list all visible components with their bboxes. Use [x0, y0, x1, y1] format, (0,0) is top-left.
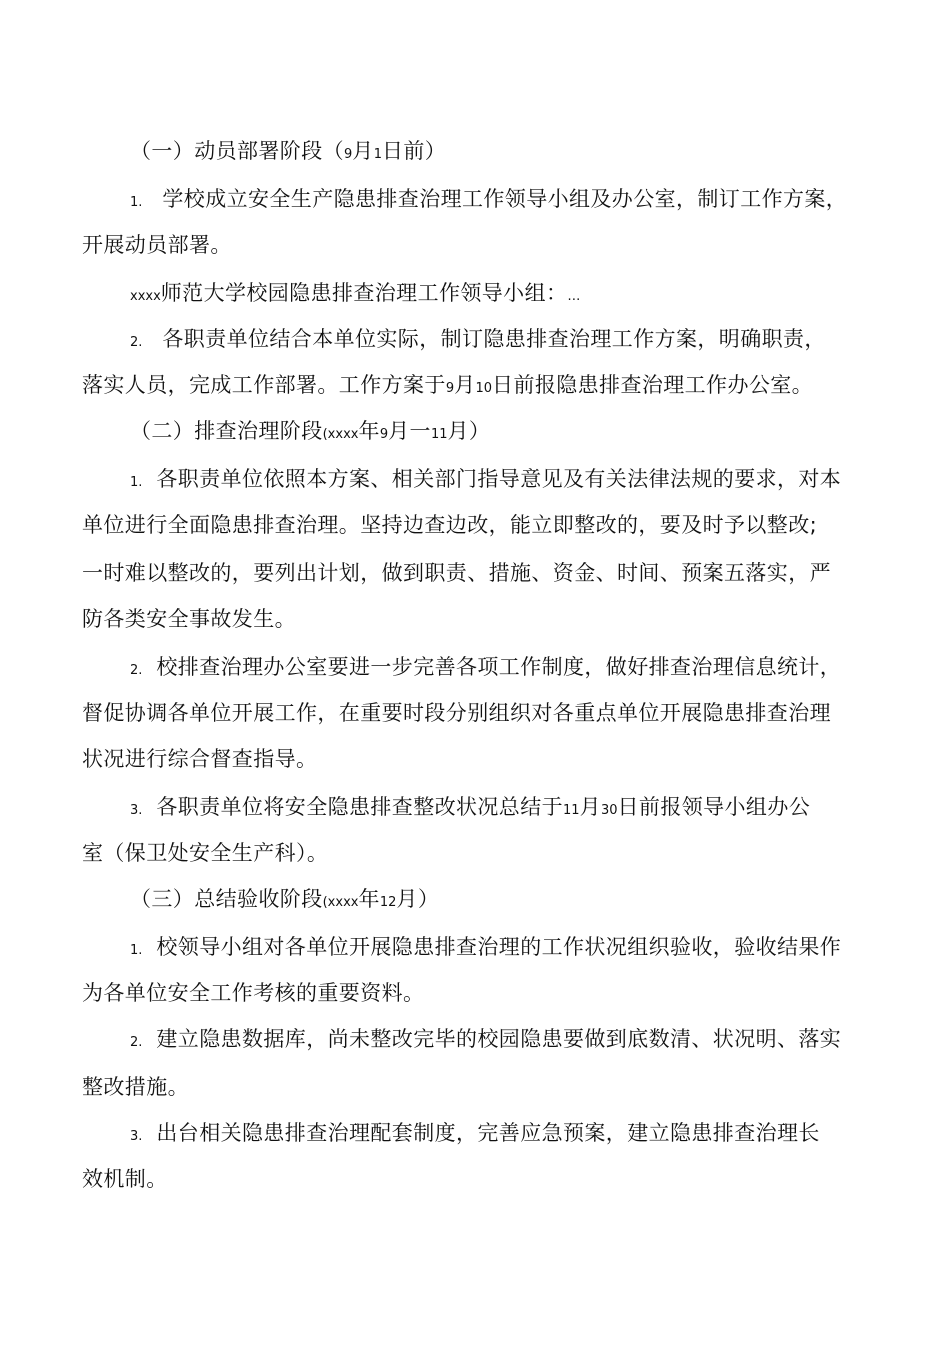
- stage2-item2-line2: [82, 698, 831, 728]
- item-number: 1.: [130, 475, 143, 490]
- paragraph-text: 校领导小组对各单位开展隐患排查治理的工作状况组织验收，验收结果作: [156, 935, 842, 959]
- paragraph-text: 开展动员部署。: [82, 233, 232, 257]
- paragraph-text: 一时难以整改的，要列出计划，做到职责、措施、资金、时间、预案五落实，严: [82, 561, 831, 585]
- stage3-item2-line2: [82, 1072, 189, 1102]
- heading-text: （二）排查治理阶段: [130, 419, 323, 443]
- stage2-item3-line2: [82, 838, 328, 868]
- school-prefix: xxxx: [130, 289, 161, 304]
- date-month: 11: [563, 803, 580, 818]
- paragraph-text: 效机制。: [82, 1167, 168, 1191]
- heading-text: （一）动员部署阶段（: [130, 139, 344, 163]
- stage3-item3-line2: [82, 1164, 168, 1194]
- date-day: 10: [475, 381, 493, 396]
- stage2-item1-line1: [130, 464, 841, 498]
- stage2-item1-line2: [82, 510, 817, 540]
- paragraph-text: 单位进行全面隐患排查治理。坚持边查边改，能立即整改的，要及时予以整改;: [82, 513, 818, 537]
- heading-month: 11: [430, 427, 448, 442]
- paragraph-text: 师范大学校园隐患排查治理工作领导小组：: [160, 281, 568, 305]
- paragraph-text: 各职责单位将安全隐患排查整改状况总结于: [156, 795, 564, 819]
- date-day: 30: [600, 803, 618, 818]
- paragraph-text: 室（保卫处安全生产科）。: [82, 841, 329, 865]
- heading-text: 月）: [396, 887, 440, 911]
- stage2-item1-line4: [82, 604, 296, 634]
- item-number: 3.: [130, 1129, 143, 1144]
- paragraph-text: 防各类安全事故发生。: [82, 607, 296, 631]
- stage1-item2-line1: [130, 324, 826, 358]
- stage1-item1-line1: [130, 184, 847, 218]
- stage2-item2-line3: [82, 744, 317, 774]
- stage1-item1-line2: [82, 230, 232, 260]
- item-number: 1.: [130, 943, 143, 958]
- paragraph-text: 督促协调各单位开展工作，在重要时段分别组织对各重点单位开展隐患排查治理: [82, 701, 831, 725]
- paragraph-text: 校排查治理办公室要进一步完善各项工作制度，做好排查治理信息统计，: [156, 655, 842, 679]
- item-number: 1.: [130, 195, 143, 210]
- heading-text: 日前）: [381, 139, 447, 163]
- paragraph-text: 整改措施。: [82, 1075, 189, 1099]
- heading-text: 年: [358, 419, 380, 443]
- stage3-item3-line1: [130, 1118, 820, 1152]
- stage3-item1-line2: [82, 978, 424, 1008]
- stage3-item2-line1: [130, 1024, 841, 1058]
- stage2-heading: [130, 416, 490, 450]
- date-month: 9: [445, 381, 455, 396]
- heading-text: 月: [352, 139, 374, 163]
- stage2-item3-line1: [130, 792, 810, 826]
- item-number: 2.: [130, 1035, 143, 1050]
- paragraph-text: 月: [579, 795, 601, 819]
- stage2-item1-line3: [82, 558, 831, 588]
- heading-text: （三）总结验收阶段: [130, 887, 323, 911]
- heading-month: 9: [344, 147, 353, 162]
- paragraph-text: 建立隐患数据库，尚未整改完毕的校园隐患要做到底数清、状况明、落实: [156, 1027, 842, 1051]
- paragraph-text: 落实人员，完成工作部署。工作方案于: [82, 373, 446, 397]
- ellipsis: …: [567, 289, 581, 304]
- paragraph-text: 学校成立安全生产隐患排查治理工作领导小组及办公室，制订工作方案，: [162, 187, 848, 211]
- heading-day: 1: [373, 147, 382, 162]
- item-number: 2.: [130, 663, 143, 678]
- item-number: 2.: [130, 335, 143, 350]
- heading-year: (xxxx: [322, 895, 359, 910]
- stage2-item2-line1: [130, 652, 841, 686]
- stage3-heading: [130, 884, 439, 918]
- paragraph-text: 为各单位安全工作考核的重要资料。: [82, 981, 425, 1005]
- paragraph-text: 状况进行综合督查指导。: [82, 747, 318, 771]
- stage1-heading: [130, 136, 446, 170]
- heading-year: (xxxx: [322, 427, 359, 442]
- heading-month: 9: [379, 427, 389, 442]
- stage1-group-line: [130, 278, 580, 312]
- paragraph-text: 出台相关隐患排查治理配套制度，完善应急预案，建立隐患排查治理长: [156, 1121, 820, 1145]
- paragraph-text: 各职责单位结合本单位实际，制订隐患排查治理工作方案，明确职责，: [162, 327, 826, 351]
- paragraph-text: 月: [454, 373, 476, 397]
- paragraph-text: 各职责单位依照本方案、相关部门指导意见及有关法律法规的要求，对本: [156, 467, 842, 491]
- heading-month: 12: [379, 895, 397, 910]
- stage3-item1-line1: [130, 932, 841, 966]
- item-number: 3.: [130, 803, 143, 818]
- heading-text: 月）: [447, 419, 491, 443]
- heading-text: 月一: [388, 419, 431, 443]
- paragraph-text: 日前报隐患排查治理工作办公室。: [492, 373, 814, 397]
- heading-text: 年: [358, 887, 380, 911]
- stage1-item2-line2: [82, 370, 813, 404]
- paragraph-text: 日前报领导小组办公: [617, 795, 811, 819]
